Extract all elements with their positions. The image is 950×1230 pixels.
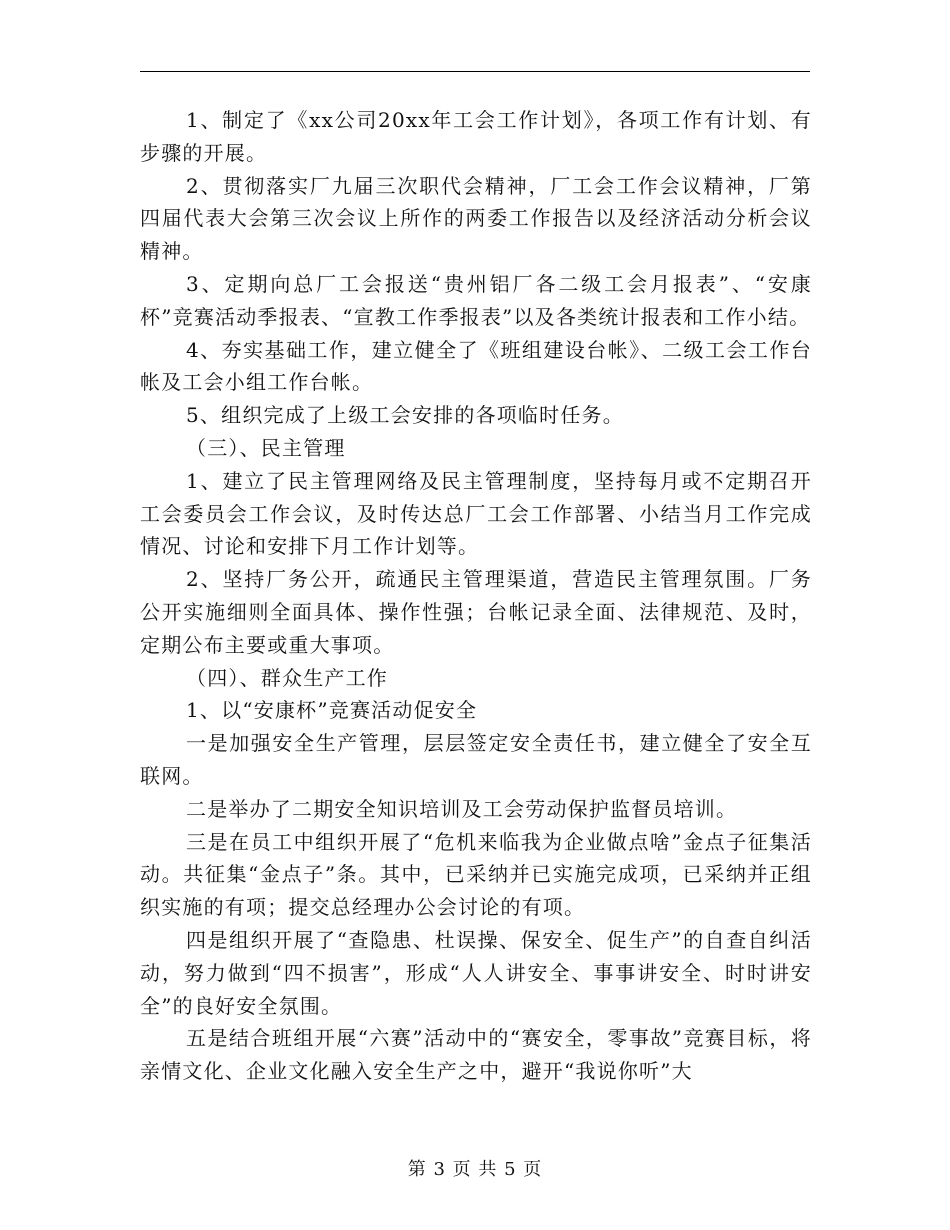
- subheading-ankang-cup: 1、以“安康杯”竞赛活动促安全: [186, 698, 478, 723]
- header-rule: [140, 71, 810, 72]
- paragraph-1: 1、制定了《xx公司20xx年工会工作计划》，各项工作有计划、有步骤的开展。: [140, 108, 812, 165]
- paragraph-2: 2、贯彻落实厂九届三次职代会精神，厂工会工作会议精神，厂第四届代表大会第三次会议上所作的两委工作报告以及经济活动分析会议精神。: [140, 173, 812, 264]
- paragraph-9: 二是举办了二期安全知识培训及工会劳动保护监督员培训。: [186, 796, 738, 821]
- paragraph-8: 一是加强安全生产管理，层层签定安全责任书，建立健全了安全互联网。: [140, 731, 812, 788]
- paragraph-6: 1、建立了民主管理网络及民主管理制度，坚持每月或不定期召开工会委员会工作会议，及时传达总厂工会工作部署、小结当月工作完成情况、讨论和安排下月工作计划等。: [140, 468, 812, 559]
- paragraph-11: 四是组织开展了“查隐患、杜误操、保安全、促生产”的自查自纠活动，努力做到“四不损害”，形成“人人讲安全、事事讲安全、时时讲安全”的良好安全氛围。: [140, 927, 812, 1018]
- paragraph-7: 2、坚持厂务公开，疏通民主管理渠道，营造民主管理氛围。厂务公开实施细则全面具体、操作性强；台帐记录全面、法律规范、及时，定期公布主要或重大事项。: [140, 567, 812, 657]
- paragraph-5: 5、组织完成了上级工会安排的各项临时任务。: [186, 403, 624, 428]
- page-number-footer: 第 3 页 共 5 页: [407, 1159, 543, 1180]
- paragraph-12: 五是结合班组开展“六赛”活动中的“赛安全，零事故”竞赛目标，将亲情文化、企业文化融入安全生产之中，避开“我说你听”大: [140, 1026, 812, 1084]
- paragraph-10: 三是在员工中组织开展了“危机来临我为企业做点啥”金点子征集活动。共征集“金点子”条。其中，已采纳并已实施完成项，已采纳并正组织实施的有项；提交总经理办公会讨论的有项。: [140, 829, 812, 920]
- section-heading-production-work: （四）、群众生产工作: [186, 665, 388, 690]
- document-body: [140, 104, 812, 1088]
- paragraph-3: 3、定期向总厂工会报送“贵州铝厂各二级工会月报表”、“安康杯”竞赛活动季报表、“宣教工作季报表”以及各类统计报表和工作小结。: [140, 271, 812, 329]
- section-heading-democratic-management: （三）、民主管理: [186, 435, 346, 460]
- paragraph-4: 4、夯实基础工作，建立健全了《班组建设台帐》、二级工会工作台帐及工会小组工作台帐。: [140, 337, 812, 395]
